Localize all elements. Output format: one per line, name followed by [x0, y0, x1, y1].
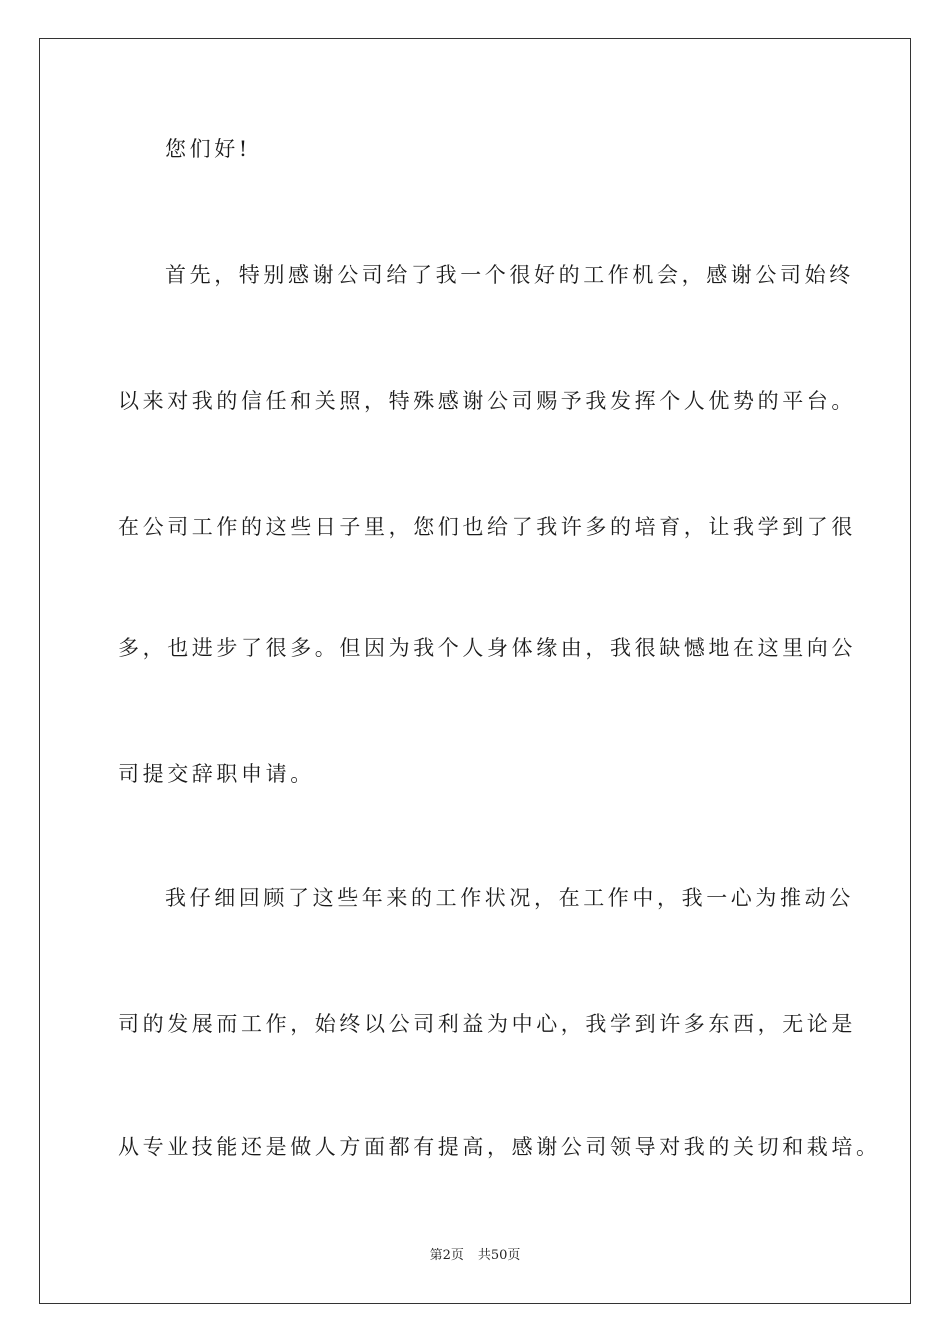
- paragraph-line: 从专业技能还是做人方面都有提高，感谢公司领导对我的关切和栽培。: [118, 1135, 881, 1159]
- greeting: 您们好!: [165, 137, 251, 161]
- paragraph-line: 多，也进步了很多。但因为我个人身体缘由，我很缺憾地在这里向公: [118, 636, 856, 660]
- paragraph-line: 以来对我的信任和关照，特殊感谢公司赐予我发挥个人优势的平台。: [118, 389, 856, 413]
- paragraph-line: 我仔细回顾了这些年来的工作状况，在工作中，我一心为推动公: [165, 886, 854, 910]
- paragraph-line: 司提交辞职申请。: [118, 762, 315, 786]
- paragraph-line: 首先，特别感谢公司给了我一个很好的工作机会，感谢公司始终: [165, 263, 854, 287]
- paragraph-line: 司的发展而工作，始终以公司利益为中心，我学到许多东西，无论是: [118, 1012, 856, 1036]
- page-border: [39, 38, 911, 1304]
- paragraph-line: 在公司工作的这些日子里，您们也给了我许多的培育，让我学到了很: [118, 515, 856, 539]
- total-pages-label: 共50页: [477, 1248, 521, 1263]
- page-footer: [0, 1248, 950, 1264]
- current-page-label: 第2页: [429, 1248, 464, 1263]
